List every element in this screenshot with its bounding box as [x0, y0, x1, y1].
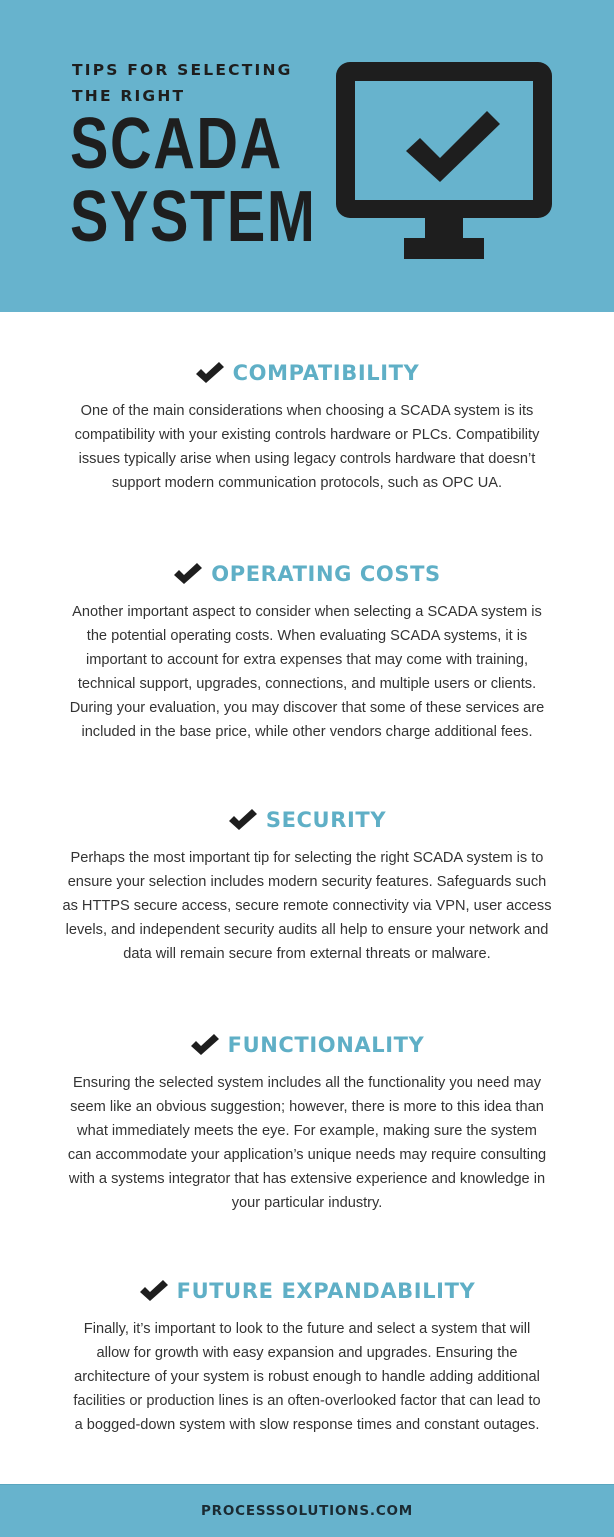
section-heading	[0, 805, 614, 835]
body-line: as HTTPS secure access, secure remote connectivity via VPN, user access	[62, 898, 552, 914]
section-title: SECURITY	[265, 808, 387, 832]
body-line: the potential operating costs. When evaluating SCADA systems, it is	[86, 628, 528, 644]
check-icon	[195, 361, 225, 385]
body-line: One of the main considerations when choosing a SCADA system is its	[80, 403, 534, 419]
section-body	[57, 1071, 557, 1215]
section-heading	[0, 1276, 614, 1306]
footer-website-text: PROCESSSOLUTIONS.COM	[200, 1503, 414, 1519]
header-title-line2: SYSTEM	[70, 177, 317, 257]
body-line: with a systems integrator that has extensive experience and knowledge in	[68, 1171, 546, 1187]
body-line: facilities or production lines is an often-overlooked factor that can lead to	[73, 1393, 541, 1409]
check-icon	[173, 562, 203, 586]
body-line: issues typically arise when using legacy controls hardware that doesn’t	[78, 451, 536, 467]
section-heading	[0, 358, 614, 388]
section-title: FUTURE EXPANDABILITY	[176, 1279, 476, 1303]
body-line: Finally, it’s important to look to the future and select a system that will	[83, 1321, 531, 1337]
section-title: OPERATING COSTS	[211, 562, 441, 586]
section-future-expandability	[0, 1276, 614, 1437]
section-title: FUNCTIONALITY	[227, 1033, 425, 1057]
section-heading	[0, 1030, 614, 1060]
body-line: your particular industry.	[231, 1195, 383, 1211]
header-kicker-line2: THE RIGHT	[72, 87, 186, 105]
section-title: COMPATIBILITY	[232, 361, 420, 385]
check-icon	[190, 1033, 220, 1057]
body-line: seem like an obvious suggestion; however, there is more to this idea than	[70, 1099, 544, 1115]
header-banner	[0, 0, 614, 312]
body-line: what immediately meets the eye. For example, making sure the system	[77, 1123, 537, 1139]
section-body	[57, 600, 557, 744]
body-line: During your evaluation, you may discover that some of these services are	[69, 700, 545, 716]
section-body	[57, 399, 557, 495]
section-operating-costs	[0, 559, 614, 744]
section-compatibility	[0, 358, 614, 495]
body-line: Another important aspect to consider when selecting a SCADA system is	[72, 604, 542, 620]
body-line: allow for growth with easy expansion and upgrades. Ensuring the	[96, 1345, 518, 1361]
body-line: technical support, upgrades, connections, and multiple users or clients.	[77, 676, 537, 692]
body-line: Ensuring the selected system includes all the functionality you need may	[72, 1075, 542, 1091]
body-line: architecture of your system is robust enough to handle adding additional	[74, 1369, 540, 1385]
check-icon	[139, 1279, 169, 1303]
body-line: important to account for extra expenses that may come with training,	[85, 652, 529, 668]
check-icon	[228, 808, 258, 832]
body-line: levels, and independent security audits all help to ensure your network and	[65, 922, 549, 938]
header-kicker-line1: TIPS FOR SELECTING	[72, 61, 293, 79]
header-title-line1: SCADA	[70, 104, 283, 184]
section-body	[57, 1317, 557, 1437]
section-security	[0, 805, 614, 966]
body-line: ensure your selection includes modern security features. Safeguards such	[67, 874, 547, 890]
body-line: a bogged-down system with slow response times and constant outages.	[74, 1417, 540, 1433]
footer-banner	[0, 1484, 614, 1537]
section-heading	[0, 559, 614, 589]
body-line: data will remain secure from external threats or malware.	[123, 946, 491, 962]
body-line: Perhaps the most important tip for selecting the right SCADA system is to	[70, 850, 544, 866]
body-line: compatibility with your existing controls hardware or PLCs. Compatibility	[74, 427, 540, 443]
body-line: can accommodate your application’s unique needs may require consulting	[67, 1147, 547, 1163]
body-line: included in the base price, while other vendors charge additional fees.	[81, 724, 533, 740]
section-functionality	[0, 1030, 614, 1215]
section-body	[57, 846, 557, 966]
monitor-check-icon	[334, 60, 554, 262]
body-line: support modern communication protocols, such as OPC UA.	[111, 475, 503, 491]
